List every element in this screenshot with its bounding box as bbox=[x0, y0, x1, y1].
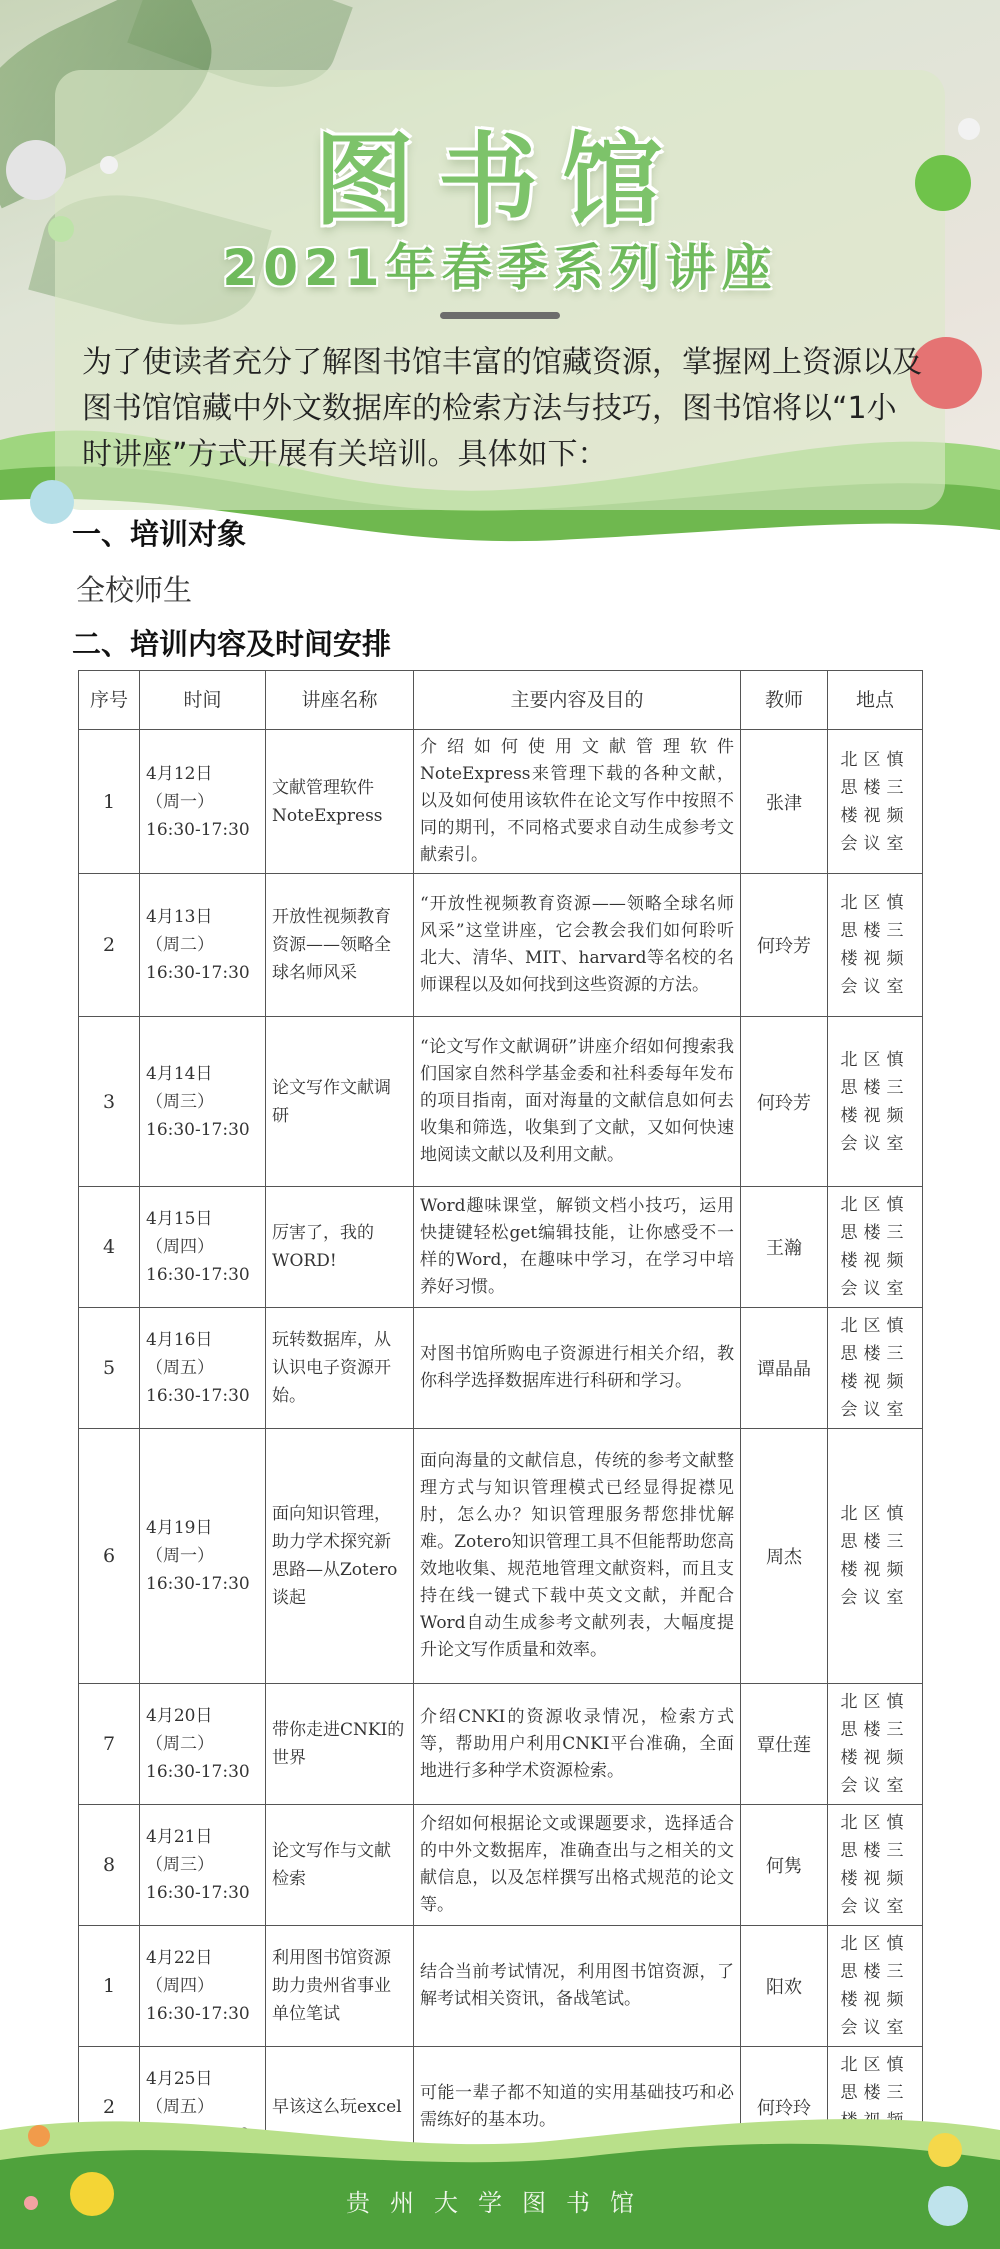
cell-weekday: （周三） bbox=[146, 1091, 214, 1112]
cell-teacher: 何玲芳 bbox=[741, 1017, 828, 1187]
cell-lecture-name: 厉害了，我的WORD! bbox=[266, 1187, 414, 1308]
table-header-row bbox=[79, 671, 923, 730]
header-teacher: 教师 bbox=[741, 671, 828, 730]
cell-hours: 16:30-17:30 bbox=[146, 1119, 250, 1140]
cell-place: 北区慎思楼三楼视频会议室 bbox=[828, 1805, 923, 1926]
section-heading-schedule: 二、培训内容及时间安排 bbox=[72, 627, 392, 661]
cell-teacher: 周杰 bbox=[741, 1429, 828, 1684]
cell-lecture-name: 利用图书馆资源助力贵州省事业单位笔试 bbox=[266, 1926, 414, 2047]
cell-description: 介绍如何根据论文或课题要求，选择适合的中外文数据库，准确查出与之相关的文献信息，以及怎样撰写出格式规范的论文等。 bbox=[414, 1805, 741, 1926]
cell-lecture-name: 开放性视频教育资源——领略全球名师风采 bbox=[266, 874, 414, 1017]
table-row bbox=[79, 1429, 923, 1684]
cell-no: 1 bbox=[79, 730, 140, 874]
header-time: 时间 bbox=[140, 671, 266, 730]
cell-no: 2 bbox=[79, 2047, 140, 2168]
cell-teacher: 阳欢 bbox=[741, 1926, 828, 2047]
section-heading-audience: 一、培训对象 bbox=[72, 517, 247, 551]
cell-no: 8 bbox=[79, 1805, 140, 1926]
cell-time bbox=[140, 1308, 266, 1429]
cell-date: 4月25日 bbox=[146, 2069, 213, 2089]
cell-weekday: （周三） bbox=[146, 1855, 214, 1875]
table-row bbox=[79, 1017, 923, 1187]
cell-date: 4月12日 bbox=[146, 763, 213, 784]
cell-time bbox=[140, 874, 266, 1017]
cell-teacher: 何隽 bbox=[741, 1805, 828, 1926]
decor-circle bbox=[30, 480, 74, 524]
cell-teacher: 王瀚 bbox=[741, 1187, 828, 1308]
table-row bbox=[79, 1684, 923, 1805]
cell-place: 北区慎思楼三楼视频会议室 bbox=[828, 730, 923, 874]
cell-place: 北区慎思楼三楼视频会议室 bbox=[828, 1017, 923, 1187]
cell-lecture-name: 面向知识管理，助力学术探究新思路—从Zotero谈起 bbox=[266, 1429, 414, 1684]
cell-time bbox=[140, 1926, 266, 2047]
schedule-table bbox=[78, 670, 923, 2168]
cell-weekday: （周二） bbox=[146, 935, 214, 955]
cell-description: 结合当前考试情况，利用图书馆资源，了解考试相关资讯，备战笔试。 bbox=[414, 1926, 741, 2047]
cell-lecture-name: 带你走进CNKI的世界 bbox=[266, 1684, 414, 1805]
header-name: 讲座名称 bbox=[266, 671, 414, 730]
cell-time bbox=[140, 1017, 266, 1187]
cell-weekday: （周五） bbox=[146, 1358, 214, 1378]
cell-description: 介绍如何使用文献管理软件NoteExpress来管理下载的各种文献，以及如何使用该软件在论文写作中按照不同的期刊，不同格式要求自动生成参考文献索引。 bbox=[414, 730, 741, 874]
schedule-body bbox=[79, 730, 923, 2168]
cell-hours: 16:30-17:30 bbox=[146, 1883, 250, 1903]
cell-hours: 16:30-17:30 bbox=[146, 1386, 250, 1406]
cell-date: 4月19日 bbox=[146, 1518, 213, 1538]
footer-wave-decoration bbox=[0, 2100, 1000, 2249]
cell-hours: 16:30-17:30 bbox=[146, 819, 250, 840]
cell-date: 4月21日 bbox=[146, 1827, 213, 1847]
cell-date: 4月14日 bbox=[146, 1063, 213, 1084]
table-row bbox=[79, 730, 923, 874]
cell-weekday: （周二） bbox=[146, 1734, 214, 1754]
cell-time bbox=[140, 1429, 266, 1684]
audience-text: 全校师生 bbox=[76, 573, 193, 607]
page-title: 图书馆 bbox=[314, 122, 686, 239]
cell-weekday: （周四） bbox=[146, 1237, 214, 1257]
cell-time bbox=[140, 1805, 266, 1926]
cell-teacher: 何玲玲 bbox=[741, 2047, 828, 2168]
cell-hours: 16:30-17:30 bbox=[146, 963, 250, 983]
cell-date: 4月13日 bbox=[146, 907, 213, 927]
cell-time bbox=[140, 1684, 266, 1805]
cell-hours: 16:30-17:30 bbox=[146, 2004, 250, 2024]
table-row bbox=[79, 1187, 923, 1308]
cell-description: 可能一辈子都不知道的实用基础技巧和必需练好的基本功。 bbox=[414, 2047, 741, 2168]
page-subtitle: 2021年春季系列讲座 bbox=[222, 239, 778, 297]
cell-description: 面向海量的文献信息，传统的参考文献整理方式与知识管理模式已经显得捉襟见肘，怎么办？知识管理服务帮您排忧解难。Zotero知识管理工具不但能帮助您高效地收集、规范地管理文献资料，而且支持在线一键式下载中英文文献，并配合Word自动生成参考文献列表，大幅度提升论文写作质量和效率。 bbox=[414, 1429, 741, 1684]
cell-weekday: （周五） bbox=[146, 2097, 214, 2117]
header-place: 地点 bbox=[828, 671, 923, 730]
cell-lecture-name: 论文写作文献调研 bbox=[266, 1017, 414, 1187]
cell-description: “论文写作文献调研”讲座介绍如何搜索我们国家自然科学基金委和社科委每年发布的项目指南，面对海量的文献信息如何去收集和筛选，收集到了文献，又如何快速地阅读文献以及利用文献。 bbox=[414, 1017, 741, 1187]
intro-paragraph: 为了使读者充分了解图书馆丰富的馆藏资源，掌握网上资源以及图书馆馆藏中外文数据库的检索方法与技巧，图书馆将以“1小时讲座”方式开展有关培训。具体如下： bbox=[82, 345, 922, 472]
cell-teacher: 张津 bbox=[741, 730, 828, 874]
cell-date: 4月22日 bbox=[146, 1948, 213, 1968]
cell-time bbox=[140, 730, 266, 874]
cell-no: 7 bbox=[79, 1684, 140, 1805]
cell-description: “开放性视频教育资源——领略全球名师风采”这堂讲座，它会教会我们如何聆听北大、清华、MIT、harvard等名校的名师课程以及如何找到这些资源的方法。 bbox=[414, 874, 741, 1017]
cell-place: 北区慎思楼三楼视频会议室 bbox=[828, 874, 923, 1017]
cell-teacher: 何玲芳 bbox=[741, 874, 828, 1017]
title-divider bbox=[440, 312, 560, 319]
cell-weekday: （周四） bbox=[146, 1976, 214, 1996]
cell-lecture-name: 早该这么玩excel bbox=[266, 2047, 414, 2168]
cell-description: 介绍CNKI的资源收录情况，检索方式等，帮助用户利用CNKI平台准确，全面地进行多种学术资源检索。 bbox=[414, 1684, 741, 1805]
cell-description: 对图书馆所购电子资源进行相关介绍，教你科学选择数据库进行科研和学习。 bbox=[414, 1308, 741, 1429]
cell-date: 4月15日 bbox=[146, 1209, 213, 1229]
cell-teacher: 谭晶晶 bbox=[741, 1308, 828, 1429]
cell-hours: 16:30-17:30 bbox=[146, 1574, 250, 1594]
cell-teacher: 覃仕莲 bbox=[741, 1684, 828, 1805]
cell-lecture-name: 玩转数据库，从认识电子资源开始。 bbox=[266, 1308, 414, 1429]
cell-place: 北区慎思楼三楼视频会议室 bbox=[828, 1187, 923, 1308]
cell-place: 北区慎思楼三楼视频会议室 bbox=[828, 1308, 923, 1429]
cell-weekday: （周一） bbox=[146, 1546, 214, 1566]
cell-no: 2 bbox=[79, 874, 140, 1017]
cell-time bbox=[140, 1187, 266, 1308]
cell-hours: 16:30-17:30 bbox=[146, 1265, 250, 1285]
table-row bbox=[79, 874, 923, 1017]
cell-no: 6 bbox=[79, 1429, 140, 1684]
cell-no: 4 bbox=[79, 1187, 140, 1308]
cell-no: 5 bbox=[79, 1308, 140, 1429]
cell-date: 4月20日 bbox=[146, 1706, 213, 1726]
cell-hours: 16:30-17:30 bbox=[146, 1762, 250, 1782]
table-row bbox=[79, 1926, 923, 2047]
table-row bbox=[79, 1805, 923, 1926]
cell-place: 北区慎思楼三楼视频会议室 bbox=[828, 1684, 923, 1805]
table-row bbox=[79, 1308, 923, 1429]
cell-weekday: （周一） bbox=[146, 791, 214, 812]
header-desc: 主要内容及目的 bbox=[414, 671, 741, 730]
header-no: 序号 bbox=[79, 671, 140, 730]
decor-circle bbox=[928, 2133, 962, 2167]
decor-circle bbox=[28, 2125, 50, 2147]
cell-no: 3 bbox=[79, 1017, 140, 1187]
cell-lecture-name: 论文写作与文献检索 bbox=[266, 1805, 414, 1926]
cell-lecture-name: 文献管理软件NoteExpress bbox=[266, 730, 414, 874]
cell-date: 4月16日 bbox=[146, 1330, 213, 1350]
cell-description: Word趣味课堂，解锁文档小技巧，运用快捷键轻松get编辑技能，让你感受不一样的Word，在趣味中学习，在学习中培养好习惯。 bbox=[414, 1187, 741, 1308]
cell-place: 北区慎思楼三楼视频会议室 bbox=[828, 1926, 923, 2047]
cell-place: 北区慎思楼三楼视频会议室 bbox=[828, 1429, 923, 1684]
footer-org-name: 贵州大学图书馆 bbox=[346, 2189, 654, 2217]
cell-no: 1 bbox=[79, 1926, 140, 2047]
cell-place: 北区慎思楼三 bbox=[828, 2047, 923, 2168]
